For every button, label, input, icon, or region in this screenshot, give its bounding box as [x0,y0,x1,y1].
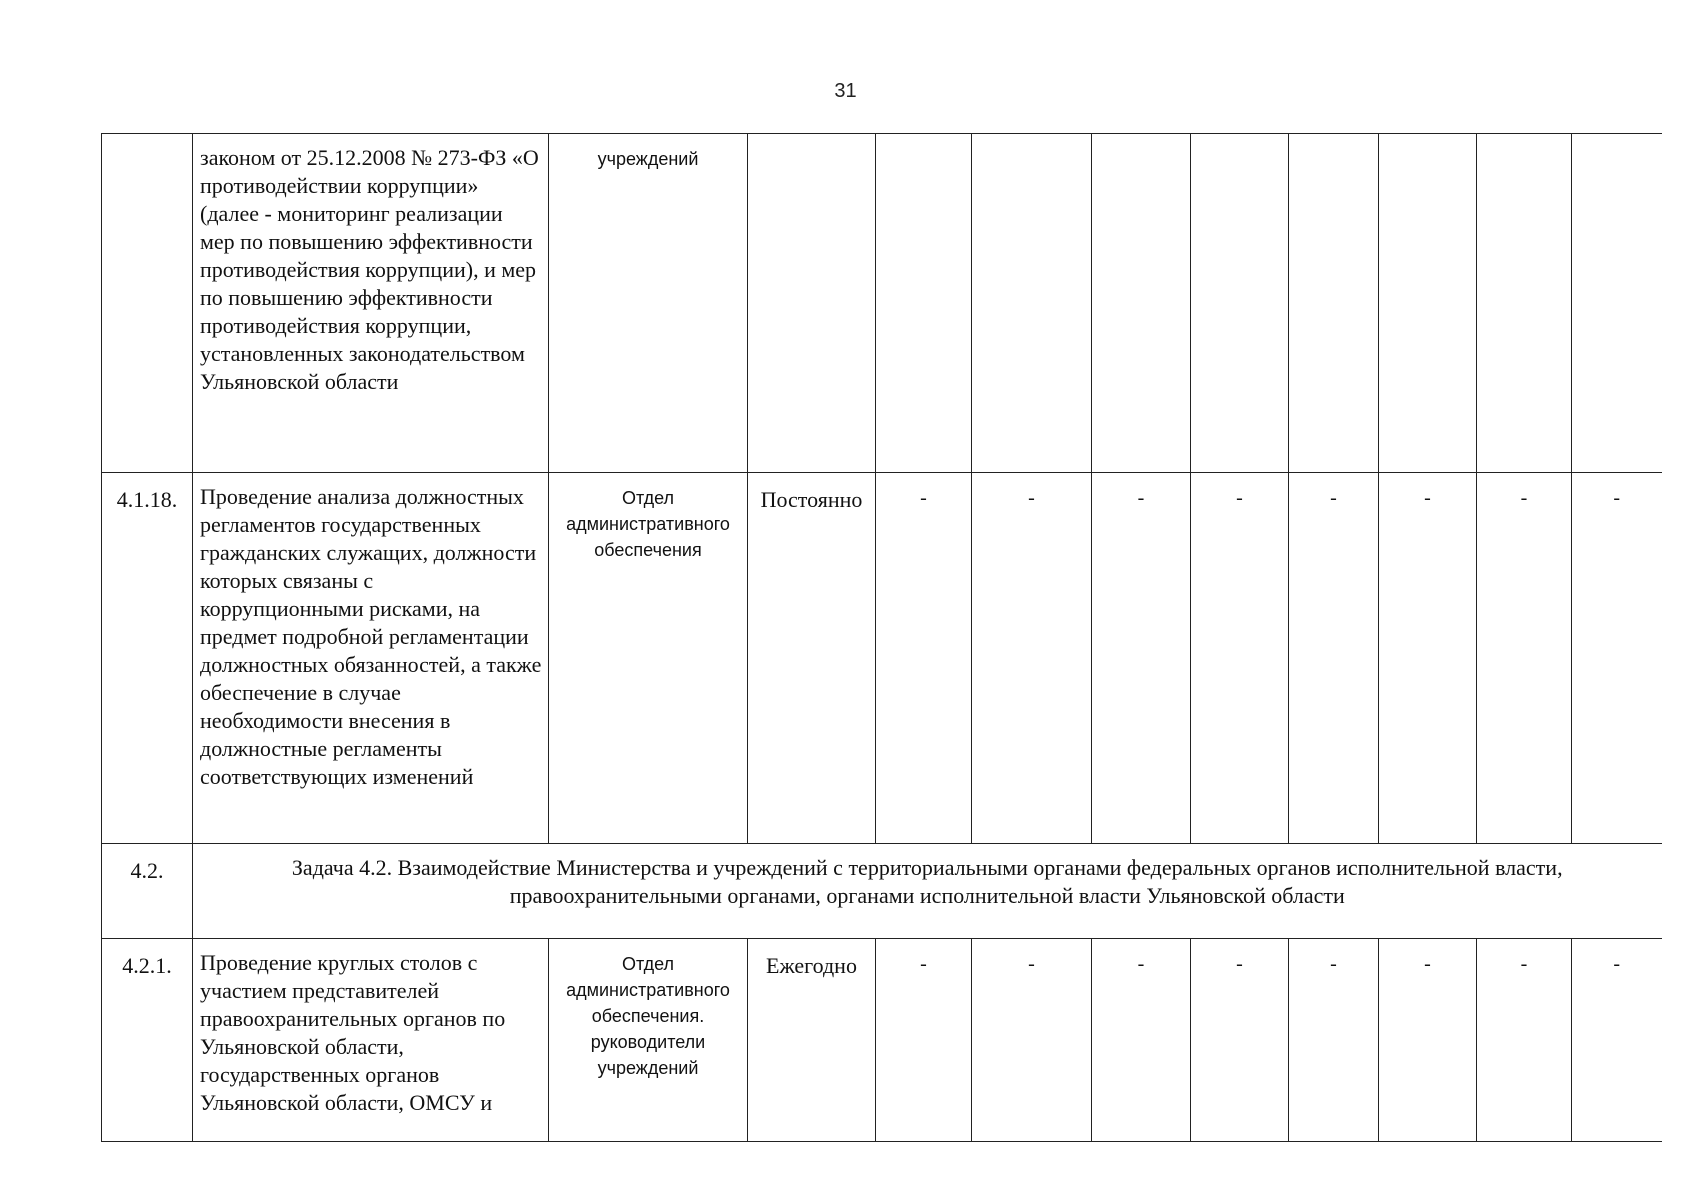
responsible-cell: учреждений [549,134,748,473]
value-cell: - [1379,939,1477,1142]
term-cell: Ежегодно [748,939,876,1142]
value-cell [1379,134,1477,473]
value-cell: - [1379,473,1477,844]
value-cell: - [972,939,1092,1142]
table-row [102,939,1662,1142]
value-cell: - [1289,939,1379,1142]
activity-plan-table [101,133,1662,1142]
task-title: Задача 4.2. Взаимодействие Министерства и учреждений с территориальными органами федеральных органов исполнительной власти, правоохранительными органами, органами исполнительной власти Ульяновской области [193,844,1662,939]
value-cell: - [1289,473,1379,844]
measure-title: Проведение круглых столов с участием представителей правоохранительных органов по Ульяновской области, государственных органов Ульяновской области, ОМСУ и [193,939,549,1142]
value-cell [1092,134,1191,473]
value-cell: - [972,473,1092,844]
value-cell [1191,134,1289,473]
value-cell: - [1477,473,1572,844]
value-cell: - [1572,939,1662,1142]
task-row [102,844,1662,939]
value-cell: - [1191,473,1289,844]
value-cell: - [1572,473,1662,844]
value-cell: - [1092,939,1191,1142]
value-cell [1477,134,1572,473]
measure-title: законом от 25.12.2008 № 273-ФЗ «О противодействии коррупции» (далее - мониторинг реализации мер по повышению эффективности противодействия коррупции), и мер по повышению эффективности противодействия коррупции, установленных законодательством Ульяновской области [193,134,549,473]
value-cell: - [1477,939,1572,1142]
table-row [102,473,1662,844]
value-cell [1289,134,1379,473]
value-cell [876,134,972,473]
responsible-cell: Отдел административного обеспечения. руководители учреждений [549,939,748,1142]
row-number: 4.2. [102,844,193,939]
responsible-cell: Отдел административного обеспечения [549,473,748,844]
value-cell: - [1191,939,1289,1142]
value-cell: - [876,473,972,844]
value-cell: - [876,939,972,1142]
row-number [102,134,193,473]
term-cell [748,134,876,473]
measure-title: Проведение анализа должностных регламентов государственных гражданских служащих, должности которых связаны с коррупционными рисками, на предмет подробной регламентации должностных обязанностей, а также обеспечение в случае необходимости внесения в должностные регламенты соответствующих изменений [193,473,549,844]
value-cell [972,134,1092,473]
value-cell [1572,134,1662,473]
term-cell: Постоянно [748,473,876,844]
page-number: 31 [834,80,857,102]
row-number: 4.1.18. [102,473,193,844]
value-cell: - [1092,473,1191,844]
table-row [102,134,1662,473]
row-number: 4.2.1. [102,939,193,1142]
